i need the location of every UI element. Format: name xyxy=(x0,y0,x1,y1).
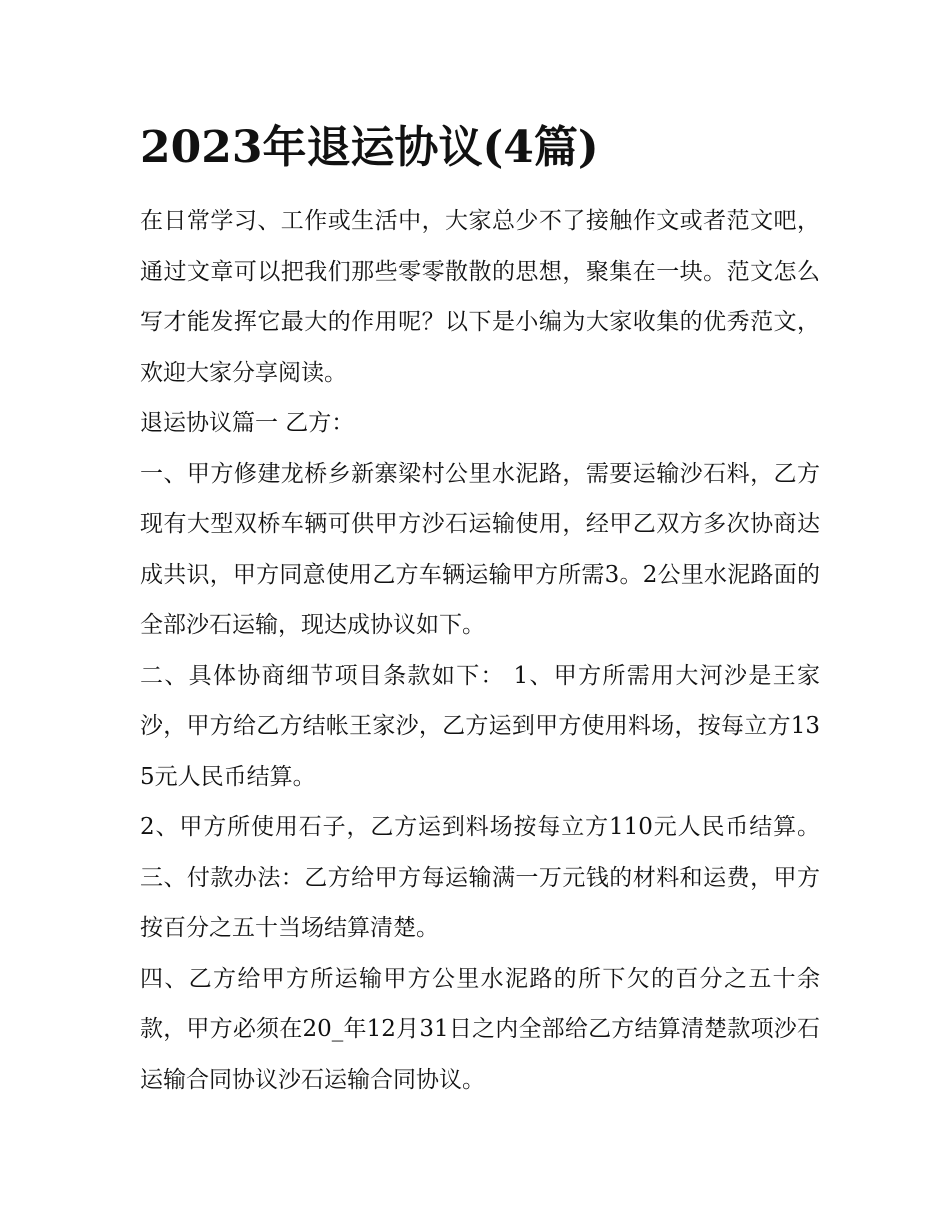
paragraph-clause-1: 一、甲方修建龙桥乡新寨梁村公里水泥路，需要运输沙石料，乙方现有大型双桥车辆可供甲方沙石运输使用，经甲乙双方多次协商达成共识，甲方同意使用乙方车辆运输甲方所需3。2公里水泥路面的全部沙石运输，现达成协议如下。 xyxy=(140,460,820,638)
document-page xyxy=(140,118,820,1105)
paragraph-clause-2: 二、具体协商细节项目条款如下： 1、甲方所需用大河沙是王家沙，甲方给乙方结帐王家沙，乙方运到甲方使用料场，按每立方135元人民币结算。 xyxy=(140,662,820,790)
paragraph-clause-4: 四、乙方给甲方所运输甲方公里水泥路的所下欠的百分之五十余款，甲方必须在20_年12月31日之内全部给乙方结算清楚款项沙石运输合同协议沙石运输合同协议。 xyxy=(140,965,820,1093)
document-title: 2023年退运协议(4篇) xyxy=(140,122,599,173)
paragraph-intro: 在日常学习、工作或生活中，大家总少不了接触作文或者范文吧，通过文章可以把我们那些零零散散的思想，聚集在一块。范文怎么写才能发挥它最大的作用呢？以下是小编为大家收集的优秀范文，欢迎大家分享阅读。 xyxy=(140,208,820,386)
paragraph-clause-3: 2、甲方所使用石子，乙方运到料场按每立方110元人民币结算。 三、付款办法：乙方给甲方每运输满一万元钱的材料和运费，甲方按百分之五十当场结算清楚。 xyxy=(140,814,820,941)
paragraph-section-heading: 退运协议篇一 乙方： xyxy=(140,410,355,436)
